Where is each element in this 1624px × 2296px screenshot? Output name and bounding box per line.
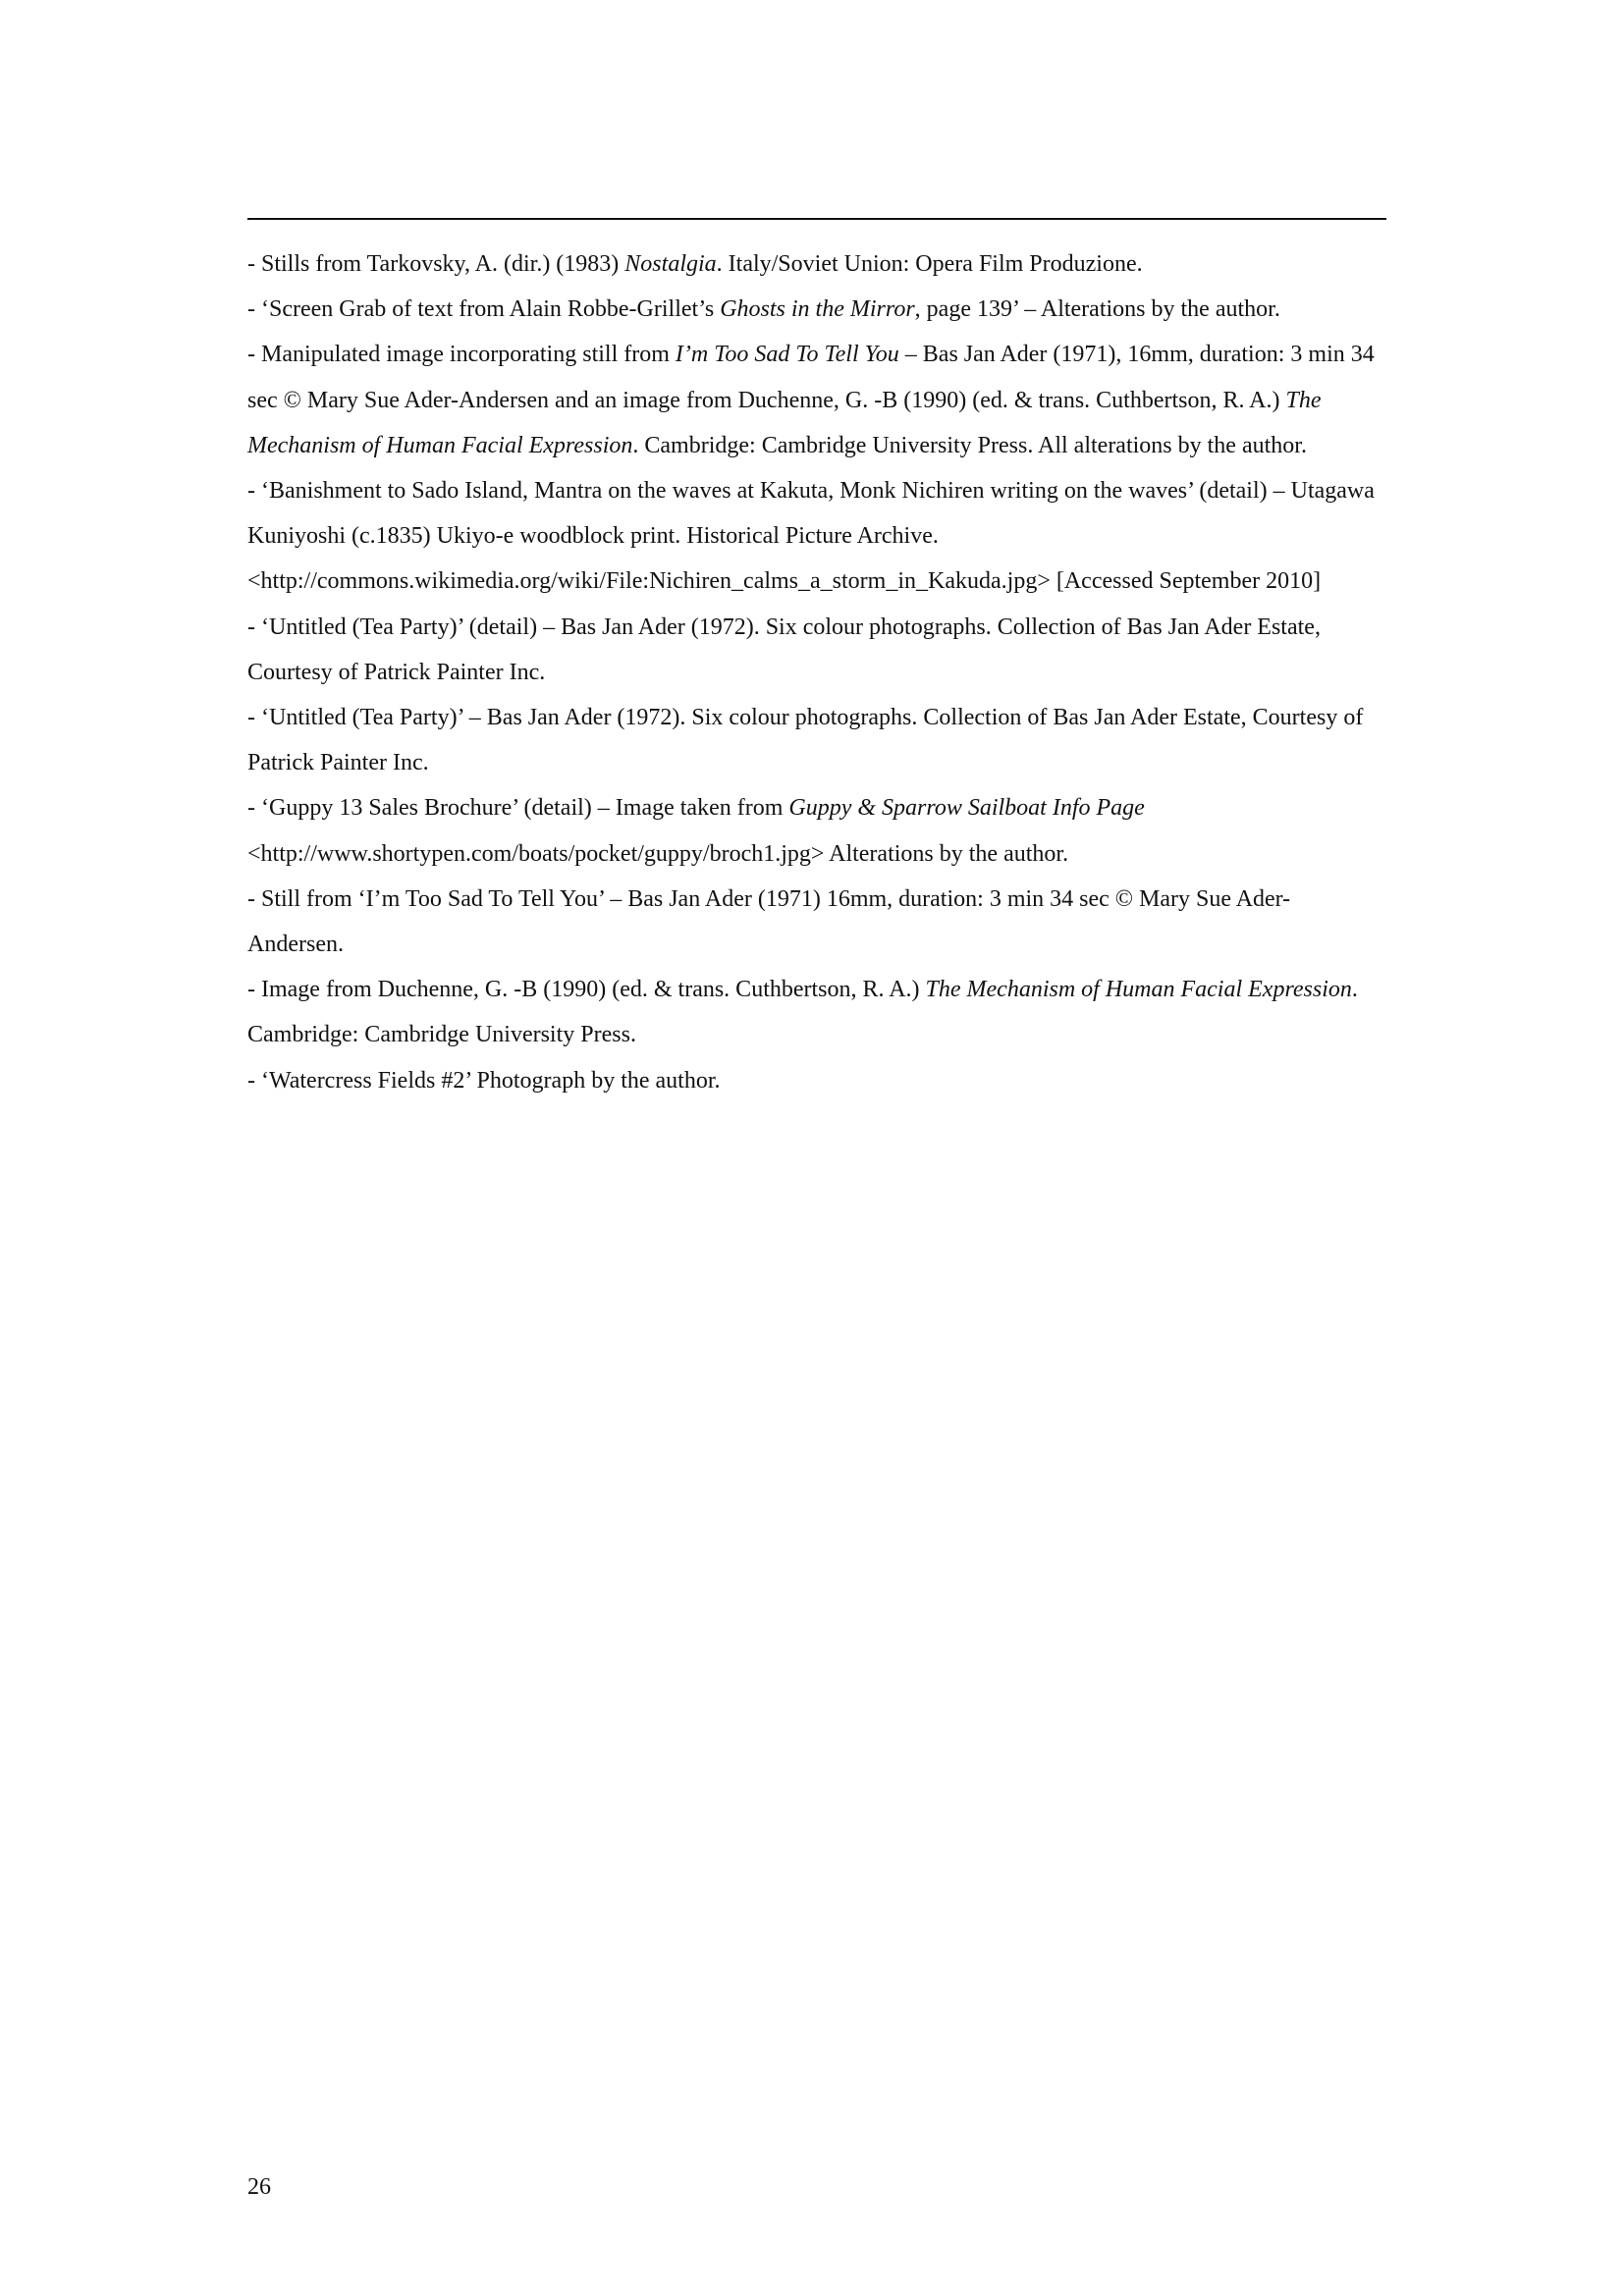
credit-text: - ‘Untitled (Tea Party)’ (detail) – Bas Jan Ader (1972). Six colour photographs. Collection of Bas Jan Ader Estate, Courtesy of Patrick Painter Inc. [247, 614, 1321, 685]
credit-text: , page 139’ – Alterations by the author. [914, 296, 1280, 323]
page-number: 26 [247, 2174, 271, 2200]
credit-entry [247, 1058, 1386, 1103]
credit-text: - ‘Watercress Fields #2’ Photograph by the author. [247, 1067, 721, 1094]
credit-entry [247, 605, 1386, 695]
credit-text: - ‘Guppy 13 Sales Brochure’ (detail) – Image taken from [247, 795, 789, 822]
credit-title-italic: I’m Too Sad To Tell You [675, 342, 899, 368]
credit-text: . Italy/Soviet Union: Opera Film Produzione. [716, 251, 1143, 277]
credit-text: - Image from Duchenne, G. -B (1990) (ed. & trans. Cuthbertson, R. A.) [247, 977, 926, 1003]
credit-entry [247, 877, 1386, 967]
credit-text: - Manipulated image incorporating still from [247, 342, 676, 368]
credit-entry [247, 241, 1386, 287]
credit-text: . Cambridge: Cambridge University Press. All alterations by the author. [632, 432, 1307, 458]
footnote-separator-rule [247, 218, 1386, 220]
credit-text: - ‘Screen Grab of text from Alain Robbe-Grillet’s [247, 296, 721, 323]
credit-entry [247, 967, 1386, 1057]
image-credits-list [247, 241, 1386, 1103]
credit-entry [247, 695, 1386, 785]
credit-text: - ‘Untitled (Tea Party)’ – Bas Jan Ader (1972). Six colour photographs. Collection of Bas Jan Ader Estate, Courtesy of Patrick Painter Inc. [247, 705, 1364, 776]
credit-text: - Stills from Tarkovsky, A. (dir.) (1983) [247, 251, 625, 277]
credit-title-italic: Ghosts in the Mirror [720, 296, 915, 323]
credit-entry [247, 785, 1386, 876]
credit-text: . Cambridge: Cambridge University Press. [247, 977, 1358, 1048]
credit-title-italic: The Mechanism of Human Facial Expression [247, 387, 1322, 458]
credit-text: – Bas Jan Ader (1971), 16mm, duration: 3 min 34 sec © Mary Sue Ader-Andersen and an image from Duchenne, G. -B (1990) (ed. & trans. Cuthbertson, R. A.) [247, 342, 1375, 413]
credit-title-italic: Nostalgia [624, 251, 717, 277]
credit-text: - ‘Banishment to Sado Island, Mantra on the waves at Kakuta, Monk Nichiren writing on the waves’ (detail) – Utagawa Kuniyoshi (c.1835) Ukiyo-e woodblock print. Historical Picture Archive. <http://commons.wikimedia.org/wiki/File:Nichiren_calms_a_storm_in_Kakuda.jpg> [Accessed September 2010] [247, 478, 1375, 595]
credit-entry [247, 332, 1386, 468]
credit-title-italic: The Mechanism of Human Facial Expression [925, 977, 1352, 1003]
credit-text: <http://www.shortypen.com/boats/pocket/guppy/broch1.jpg> Alterations by the author. [247, 840, 1069, 867]
credit-text: - Still from ‘I’m Too Sad To Tell You’ – Bas Jan Ader (1971) 16mm, duration: 3 min 34 sec © Mary Sue Ader-Andersen. [247, 885, 1291, 958]
credit-entry [247, 468, 1386, 605]
credit-title-italic: Guppy & Sparrow Sailboat Info Page [788, 795, 1145, 822]
credit-entry [247, 287, 1386, 332]
